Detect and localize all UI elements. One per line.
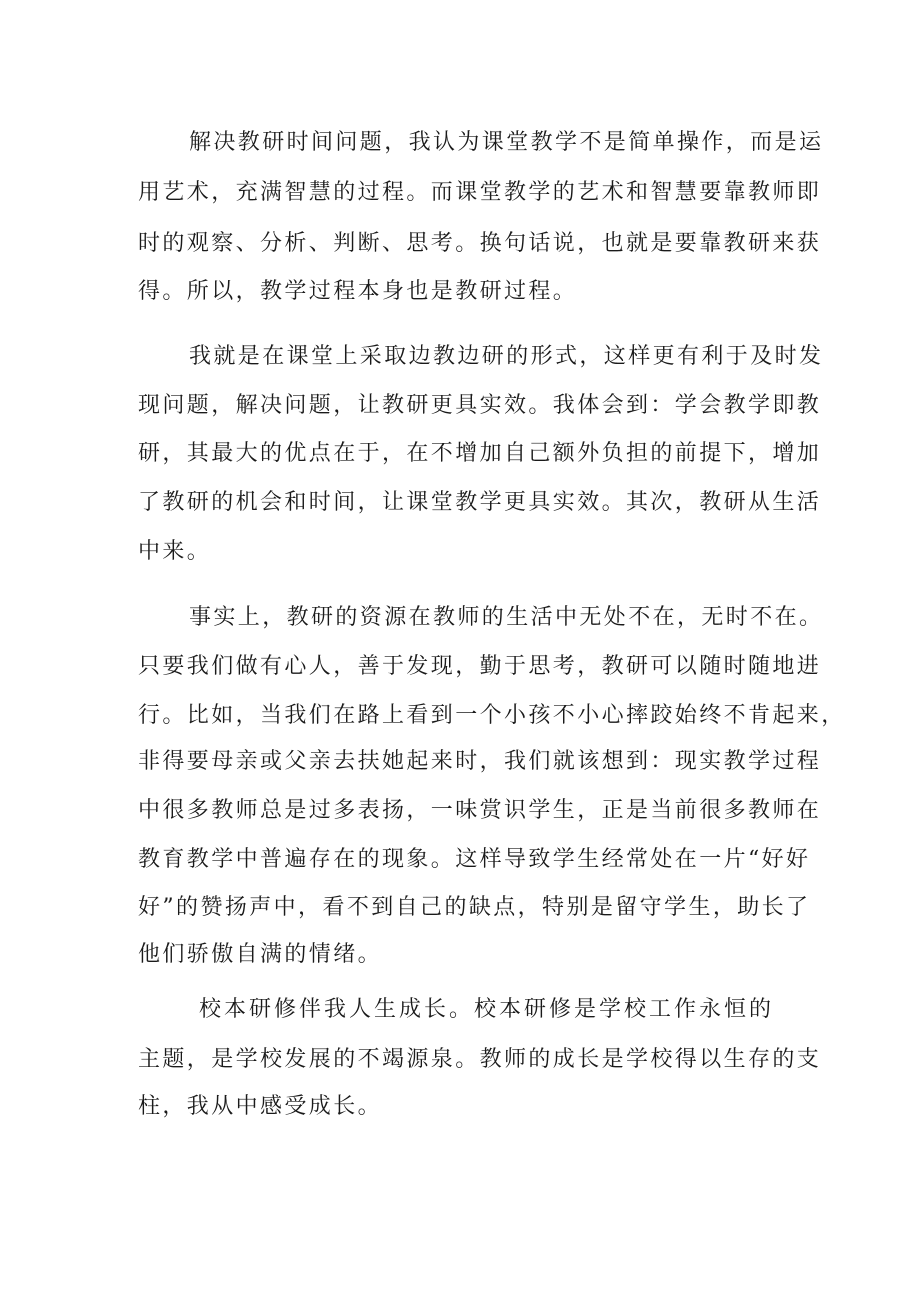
paragraph-2-line-2: 现问题，解决问题，让教研更具实效。我体会到：学会教学即教 <box>138 393 822 418</box>
paragraph-2-line-3: 研，其最大的优点在于，在不增加自己额外负担的前提下，增加 <box>138 441 822 466</box>
paragraph-3-line-5: 中很多教师总是过多表扬，一味赏识学生，正是当前很多教师在 <box>138 798 822 823</box>
paragraph-1-line-2: 用艺术，充满智慧的过程。而课堂教学的艺术和智慧要靠教师即 <box>138 180 822 205</box>
paragraph-3-line-3: 行。比如，当我们在路上看到一个小孩不小心摔跤始终不肯起来， <box>138 703 846 728</box>
paragraph-3-line-2: 只要我们做有心人，善于发现，勤于思考，教研可以随时随地进 <box>138 654 822 679</box>
paragraph-1-line-3: 时的观察、分析、判断、思考。换句话说，也就是要靠教研来获 <box>138 231 822 256</box>
paragraph-2-line-1: 我就是在课堂上采取边教边研的形式，这样更有利于及时发 <box>189 344 824 369</box>
paragraph-3-line-8: 他们骄傲自满的情绪。 <box>138 942 383 967</box>
paragraph-3-line-7: 好”的赞扬声中，看不到自己的缺点，特别是留守学生，助长了 <box>138 895 811 920</box>
paragraph-3-line-6: 教育教学中普遍存在的现象。这样导致学生经常处在一片“好好 <box>138 847 811 872</box>
paragraph-4-line-2: 主题，是学校发展的不竭源泉。教师的成长是学校得以生存的支 <box>138 1047 822 1072</box>
paragraph-1-line-4: 得。所以，教学过程本身也是教研过程。 <box>138 279 578 304</box>
paragraph-2-line-4: 了教研的机会和时间，让课堂教学更具实效。其次，教研从生活 <box>138 490 822 515</box>
paragraph-3-line-1: 事实上，教研的资源在教师的生活中无处不在，无时不在。 <box>189 605 824 630</box>
paragraph-4-line-1: 校本研修伴我人生成长。校本研修是学校工作永恒的 <box>199 997 775 1022</box>
paragraph-4-line-3: 柱，我从中感受成长。 <box>138 1094 383 1119</box>
paragraph-2-line-5: 中来。 <box>138 539 212 564</box>
paragraph-3-line-4: 非得要母亲或父亲去扶她起来时，我们就该想到：现实教学过程 <box>138 749 822 774</box>
paragraph-1-line-1: 解决教研时间问题，我认为课堂教学不是简单操作，而是运 <box>189 130 824 155</box>
